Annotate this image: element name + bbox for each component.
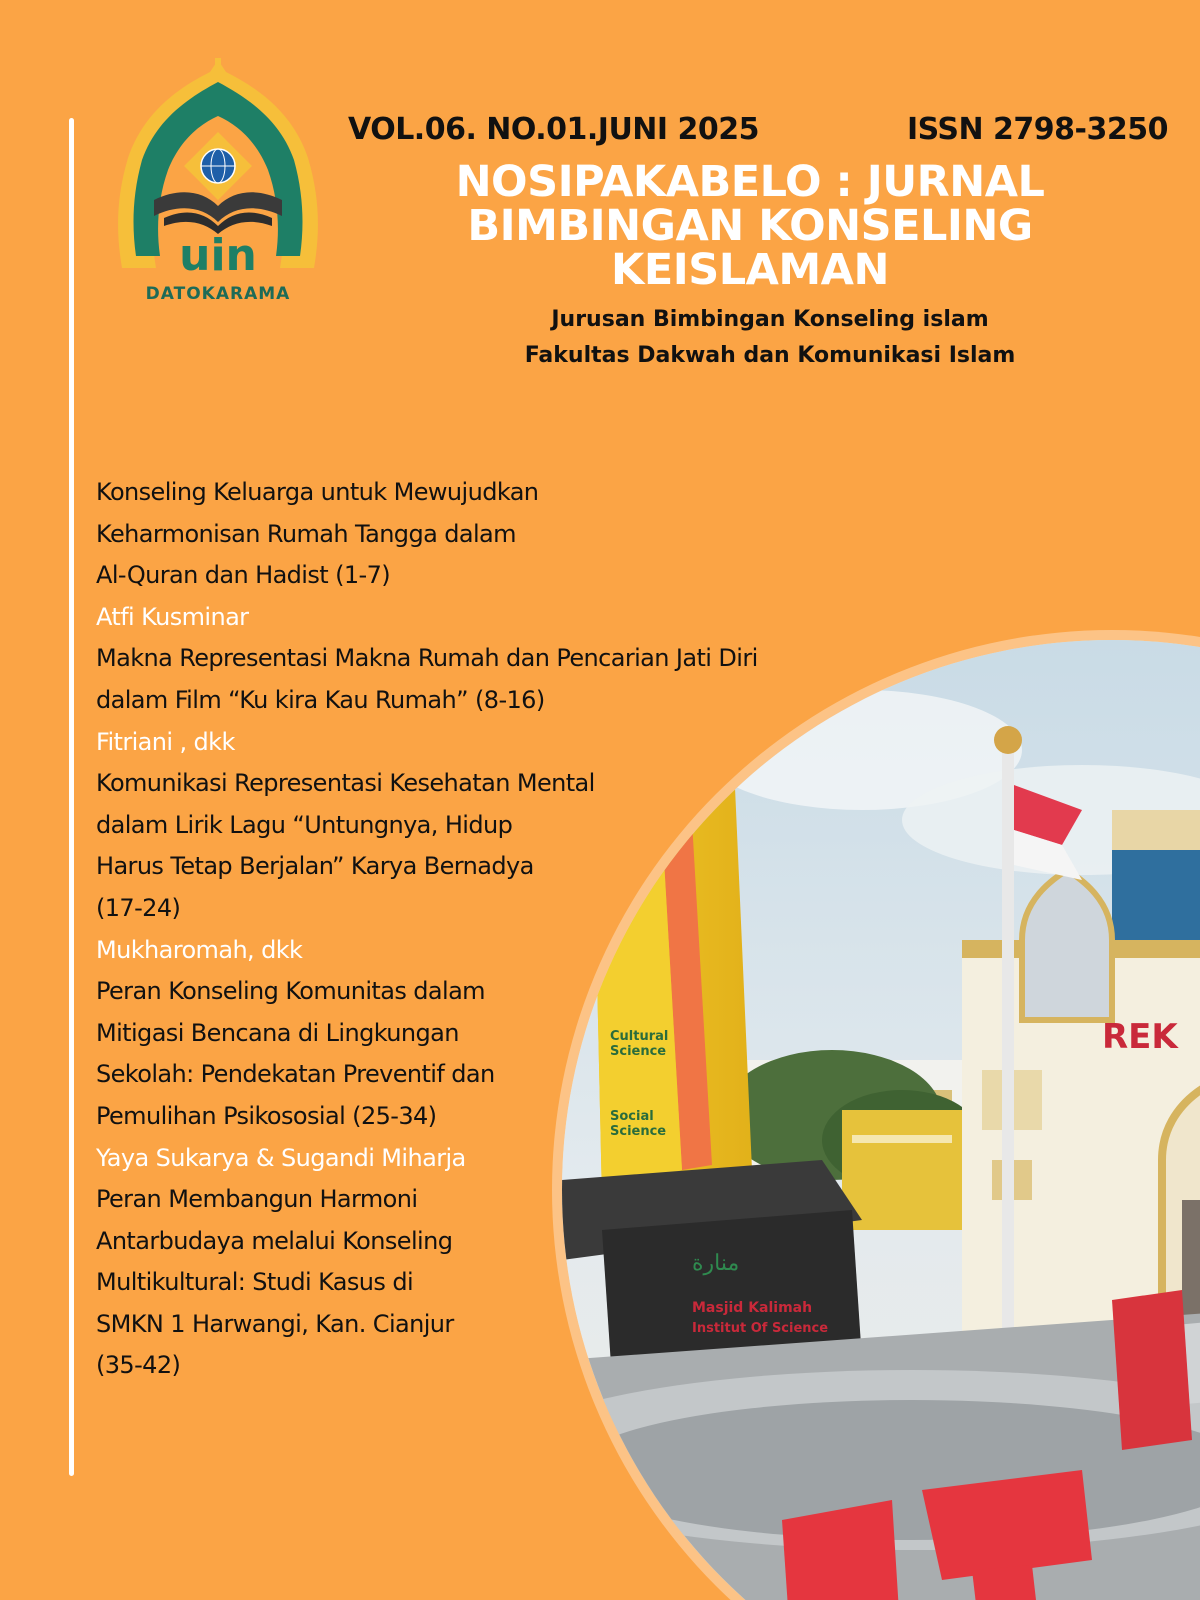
volume-number: VOL.06. NO.01.JUNI 2025 [348, 112, 760, 147]
toc-title-line: dalam Lirik Lagu “Untungnya, Hidup [96, 810, 513, 839]
toc-title-line: Keharmonisan Rumah Tangga dalam [96, 519, 516, 548]
svg-text:Masjid Kalimah: Masjid Kalimah [692, 1300, 813, 1316]
toc-title-line: Konseling Keluarga untuk Mewujudkan [96, 478, 539, 506]
toc-title-line: Mitigasi Bencana di Lingkungan [96, 1018, 459, 1047]
issue-meta [348, 112, 1168, 156]
department-name: Jurusan Bimbingan Konseling islam [551, 307, 989, 332]
toc-title-line: (17-24) [96, 893, 181, 922]
issn-number: ISSN 2798-3250 [906, 112, 1168, 147]
toc-author: Fitriani , dkk [96, 727, 235, 756]
journal-title-line: NOSIPAKABELO : JURNAL [455, 157, 1045, 207]
toc-author: Mukharomah, dkk [96, 935, 303, 964]
university-logo [108, 58, 328, 308]
toc-title-line: Pemulihan Psikososial (25-34) [96, 1101, 437, 1130]
building-sign: REK [1102, 1017, 1178, 1057]
toc-title-line: Harus Tetap Berjalan” Karya Bernadya [96, 852, 534, 881]
toc-title-line: Peran Membangun Harmoni [96, 1185, 418, 1214]
toc-title-line: Makna Representasi Makna Rumah dan Pencarian Jati Diri [96, 644, 758, 673]
faculty-name: Fakultas Dakwah dan Komunikasi Islam [524, 343, 1016, 368]
toc-title-line: (35-42) [96, 1351, 181, 1380]
uin-datokarama-logo-icon [108, 58, 328, 288]
logo-name: DATOKARAMA [145, 284, 291, 304]
svg-text:Institut Of Science: Institut Of Science [692, 1321, 829, 1336]
vertical-divider [69, 118, 74, 1476]
toc-title-line: Komunikasi Representasi Kesehatan Mental [96, 769, 595, 798]
tower-sign-text: Social [610, 1109, 654, 1124]
toc-title-line: dalam Film “Ku kira Kau Rumah” (8-16) [96, 685, 545, 714]
toc-title-line: Antarbudaya melalui Konseling [96, 1226, 453, 1255]
tower-sign-text: Science [610, 1124, 667, 1139]
tower-sign-text: Science [610, 1044, 667, 1059]
journal-title [330, 157, 1170, 295]
toc-title-line: Peran Konseling Komunitas dalam [96, 977, 485, 1006]
toc-title-line: SMKN 1 Harwangi, Kan. Cianjur [96, 1309, 454, 1338]
toc-title-line: Sekolah: Pendekatan Preventif dan [96, 1060, 495, 1089]
affiliation [420, 302, 1120, 374]
table-of-contents [96, 472, 856, 1387]
svg-text:uin: uin [179, 230, 257, 281]
journal-title-line: KEISLAMAN [611, 245, 889, 295]
toc-author: Yaya Sukarya & Sugandi Miharja [96, 1143, 466, 1172]
journal-title-line: BIMBINGAN KONSELING [467, 201, 1033, 251]
toc-author: Atfi Kusminar [96, 602, 249, 631]
toc-title-line: Al-Quran dan Hadist (1-7) [96, 561, 391, 590]
tower-sign-text: Cultural [610, 1029, 669, 1044]
svg-text:منارة: منارة [692, 1251, 740, 1276]
toc-title-line: Multikultural: Studi Kasus di [96, 1268, 414, 1297]
